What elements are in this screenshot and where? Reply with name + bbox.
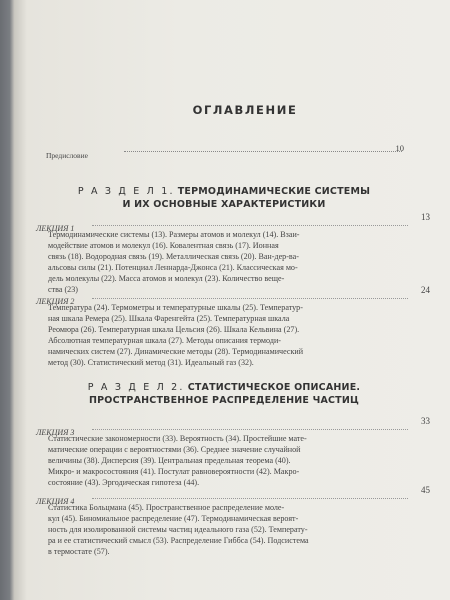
lecture-topics xyxy=(48,503,380,558)
topic-line: ра и ее статистический смысл (53). Распределение Гиббса (54). Подсистема xyxy=(48,535,309,545)
dot-leader xyxy=(92,498,408,499)
section-title-line2: И ИХ ОСНОВНЫЕ ХАРАКТЕРИСТИКИ xyxy=(122,199,326,210)
topic-line: Реомюра (26). Температурная шкала Цельсия (26). Шкала Кельвина (27). xyxy=(48,324,300,334)
section-title-line2: ПРОСТРАНСТВЕННОЕ РАСПРЕДЕЛЕНИЕ ЧАСТИЦ xyxy=(88,395,360,406)
lecture-page-number: 45 xyxy=(421,485,430,495)
topic-line: Температура (24). Термометры и температурные шкалы (25). Температур- xyxy=(48,303,303,312)
toc-entry-lecture-4 xyxy=(36,485,434,558)
lecture-name: ЛЕКЦИЯ 1 xyxy=(36,224,75,233)
topic-line: связь (18). Водородная связь (19). Металлическая связь (20). Ван-дер-ва- xyxy=(48,251,299,261)
section-heading-2 xyxy=(46,381,402,407)
section-prefix: Р А З Д Е Л 1. xyxy=(77,186,175,197)
topic-line: Абсолютная температурная шкала (27). Методы описания термоди- xyxy=(48,335,282,345)
topic-line: кул (45). Биномиальное распределение (47). Термодинамическая вероят- xyxy=(48,513,299,523)
lecture-name: ЛЕКЦИЯ 4 xyxy=(36,497,75,506)
preface-page-number: 10 xyxy=(395,143,404,153)
dot-leader xyxy=(92,298,408,299)
topic-line: Статистика Больцмана (45). Пространственное распределение моле- xyxy=(48,503,285,512)
section-title-line1: ТЕРМОДИНАМИЧЕСКИЕ СИСТЕМЫ xyxy=(177,186,371,197)
toc-entry-preface xyxy=(46,145,424,159)
lecture-page-number: 24 xyxy=(421,285,430,295)
section-title-line1: СТАТИСТИЧЕСКОЕ ОПИСАНИЕ. xyxy=(187,382,361,393)
topic-line: Статистические закономерности (33). Вероятность (34). Простейшие мате- xyxy=(48,434,307,443)
lecture-topics xyxy=(48,230,380,295)
topic-line: метод (30). Статистический метод (31). Идеальный газ (32). xyxy=(48,357,254,367)
topic-line: Микро- и макросостояния (41). Постулат равновероятности (42). Макро- xyxy=(48,466,300,476)
toc-title: ОГЛАВЛЕНИЕ xyxy=(192,103,298,117)
topic-line: ства (23) xyxy=(48,284,78,294)
preface-label: Предисловие xyxy=(46,151,88,160)
topic-line: модействие атомов и молекул (16). Ковалентная связь (17). Ионная xyxy=(48,240,279,250)
dot-leader xyxy=(124,151,402,152)
topic-line: Термодинамические системы (13). Размеры атомов и молекул (14). Взаи- xyxy=(48,230,300,239)
topic-line: альсовы силы (21). Потенциал Леннарда-Джонса (21). Классическая мо- xyxy=(48,262,298,272)
lecture-topics xyxy=(48,434,380,489)
topic-line: состояние (43). Эргодическая гипотеза (44). xyxy=(48,477,200,487)
lecture-page-number: 33 xyxy=(421,416,430,426)
topic-line: ная шкала Ремера (25). Шкала Фаренгейта (25). Температурная шкала xyxy=(48,313,290,323)
lecture-page-number: 13 xyxy=(421,212,430,222)
lecture-topics xyxy=(48,303,380,368)
lecture-name: ЛЕКЦИЯ 3 xyxy=(36,428,75,437)
topic-line: величины (38). Дисперсия (39). Центральная предельная теорема (40). xyxy=(48,455,291,465)
topic-line: матические операции с вероятностями (36). Среднее значение случайной xyxy=(48,444,301,454)
topic-line: намических систем (27). Динамические методы (28). Термодинамический xyxy=(48,346,304,356)
topic-line: в термостате (57). xyxy=(48,546,110,556)
dot-leader xyxy=(92,429,408,430)
topic-line: ность для изолированной системы частиц идеального газа (52). Температу- xyxy=(48,524,308,534)
lecture-name: ЛЕКЦИЯ 2 xyxy=(36,297,75,306)
toc-entry-lecture-3 xyxy=(36,416,434,489)
section-heading-1 xyxy=(46,185,402,211)
dot-leader xyxy=(92,225,408,226)
toc-entry-lecture-1 xyxy=(36,212,434,295)
topic-line: дель молекулы (22). Масса атомов и молекул (23). Количество веще- xyxy=(48,273,285,283)
section-prefix: Р А З Д Е Л 2. xyxy=(87,382,185,393)
